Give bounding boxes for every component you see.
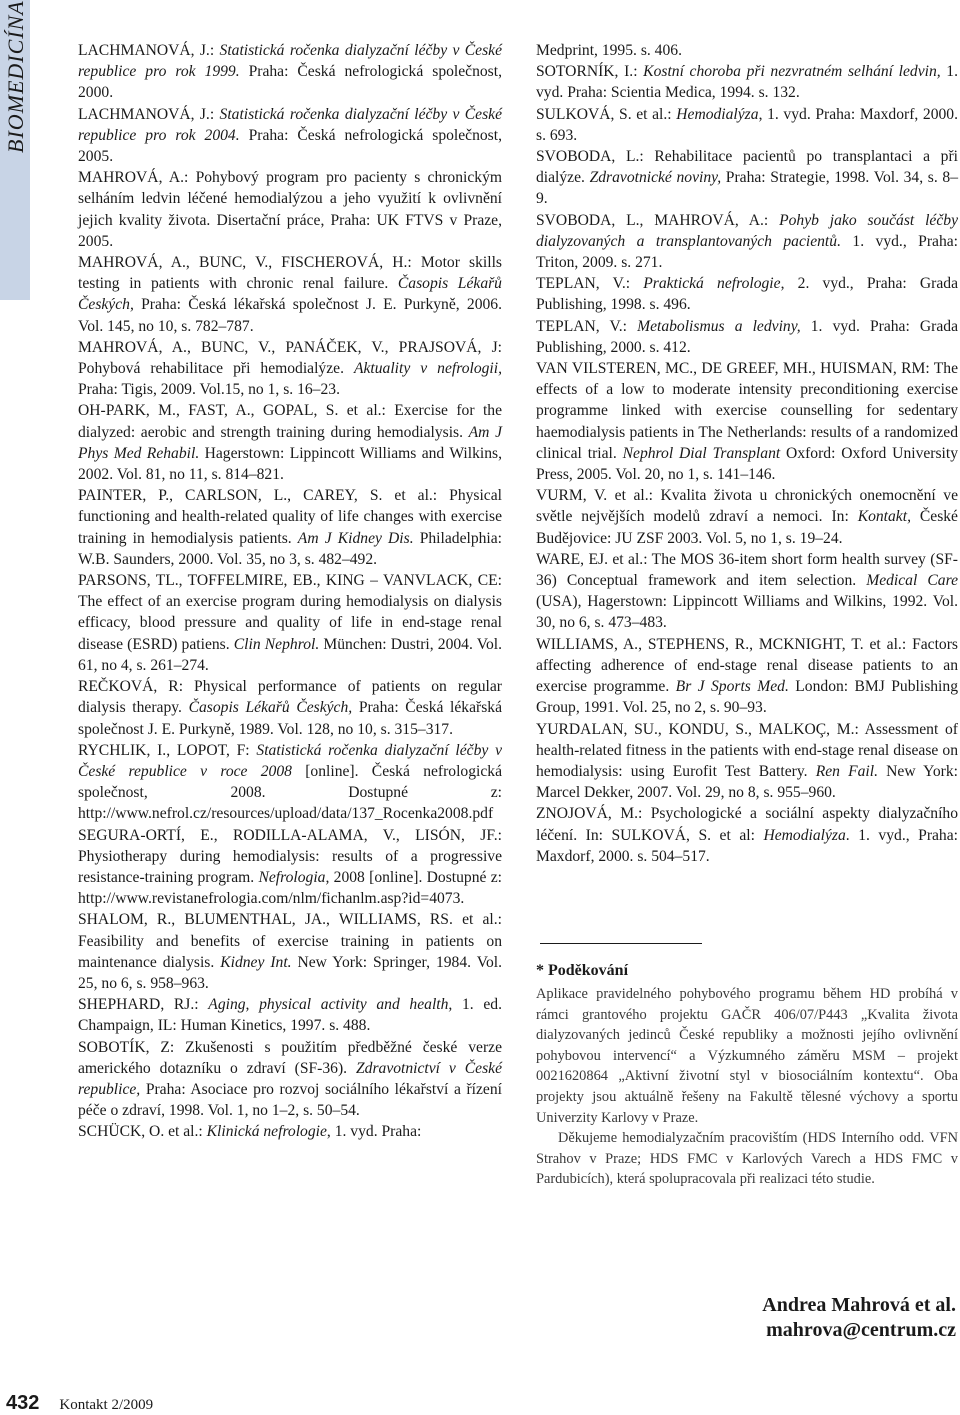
reference-text: SEGURA-ORTÍ, E., RODILLA-ALAMA, V., LISÓN, JF.: Physiotherapy during hemodialysis: results of a progressive resistance-training program. [78, 826, 502, 886]
reference-title: Klinická nefrologie [206, 1123, 327, 1141]
reference-text: YURDALAN, SU., KONDU, S., MALKOÇ, M.: Assessment of health-related fitness in the patients with end-stage renal disease on hemodialysis: using Eurofit Test Battery. [536, 720, 958, 780]
reference-entry [536, 273, 958, 315]
reference-text: Oxford: Oxford University Press, 2005. Vol. 20, no 1, s. 141–146. [536, 444, 959, 484]
reference-text: Praha: Česká nefrologická společnost, 2000. [78, 63, 502, 102]
reference-title: Zdravotnické noviny, [589, 169, 722, 187]
reference-text: New York: Marcel Dekker, 2007. Vol. 29, no 8, s. 955–960. [536, 762, 959, 802]
reference-text: Praha: Česká nefrologická společnost, 2005. [78, 126, 502, 166]
reference-entry [536, 61, 958, 103]
reference-text: REČKOVÁ, R: Physical performance of patients on regular dialysis therapy. [78, 678, 502, 717]
section-sidebar [0, 0, 30, 300]
reference-entry [78, 994, 502, 1036]
reference-entry [78, 740, 502, 825]
reference-text: SOBOTÍK, Z: Zkušenosti s použitím předběžné české verze amerického dotazníku o zdraví (SF-36). [78, 1038, 502, 1077]
reference-entry [78, 400, 502, 485]
reference-text: , 2. vyd., Praha: Grada Publishing, 1998. s. 496. [536, 275, 958, 314]
reference-title: Hemodialýza [763, 826, 846, 844]
reference-text: London: BMJ Publishing Group, 1991. Vol. 25, no 2, s. 90–93. [536, 678, 958, 717]
reference-entry [78, 825, 502, 910]
reference-entry [536, 485, 958, 549]
reference-text: SHALOM, R., BLUMENTHAL, JA., WILLIAMS, RS. et al.: Feasibility and benefits of exercise training in patients on maintenance dialysis. [78, 911, 502, 971]
reference-text: MAHROVÁ, A., BUNC, V., FISCHEROVÁ, H.: Motor skills testing in patients with chronic renal failure. [78, 254, 502, 293]
reference-title: Zdravotnictví v České republice, [78, 1059, 502, 1098]
reference-title: Hemodialýza [676, 105, 759, 123]
reference-title: Am J Kidney Dis. [297, 529, 414, 547]
reference-entry [78, 252, 502, 337]
reference-title: Medical Care [866, 572, 958, 590]
reference-text: VURM, V. et al.: Kvalita života u chronických onemocnění ve světle nejvějších modelů zdraví a nemoci. In: [536, 487, 958, 526]
footnote-divider [540, 943, 702, 944]
reference-text: München: Dustri, 2004. Vol. 61, no 4, s. 261–274. [78, 635, 502, 674]
reference-title: Statistická ročenka dialyzační léčby v České republice pro rok 2004. [78, 105, 502, 144]
reference-text: SCHÜCK, O. et al.: [78, 1123, 207, 1141]
reference-text: . 1. vyd., Praha: Maxdorf, 2000. s. 504–517. [536, 826, 958, 865]
reference-text: Medprint, 1995. s. 406. [536, 42, 682, 59]
references-left-column [78, 40, 502, 1143]
acknowledgement-paragraph: Aplikace pravidelného pohybového programu během HD probíhá v rámci grantového projektu GAČR 406/07/P443 „Kvalita života dialyzovaných jedinců České republiky a možnosti jejího ovlivnění pohybovou intervencí“ a Výzkumného záměru MSM – projekt 0021620864 „Aktivní životní styl v biosociálním kontextu“. Oba projekty jsou aktuálně řešeny na Fakultě tělesné výchovy a sportu Univerzity Karlovy v Praze. [536, 986, 958, 1126]
reference-entry [78, 909, 502, 994]
reference-text: SOTORNÍK, I.: [536, 63, 644, 81]
reference-entry [536, 549, 958, 634]
reference-text: RYCHLIK, I., LOPOT, F: [78, 741, 257, 759]
section-label: BIOMEDICÍNA [3, 0, 28, 153]
reference-text: 1. vyd. Praha: Scientia Medica, 1994. s. 132. [536, 63, 958, 102]
reference-title: Br J Sports Med. [675, 678, 789, 696]
author-email: mahrova@centrum.cz [766, 1319, 956, 1341]
reference-title: Statistická ročenka dialyzační léčby v České republice v roce 2008 [78, 741, 502, 780]
reference-title: Ren Fail. [815, 762, 878, 780]
reference-text: PARSONS, TL., TOFFELMIRE, EB., KING – VANVLACK, CE: The effect of an exercise program during hemodialysis on dialysis efficacy, blood pressure and quality of life in end-stage renal disease (ESRD) patiens. [78, 572, 502, 653]
reference-text: SHEPHARD, RJ.: [78, 996, 209, 1014]
acknowledgement [536, 962, 958, 1190]
references-right-column [536, 40, 958, 867]
reference-text: WARE, EJ. et al.: The MOS 36-item short form health survey (SF-36) Conceptual framework and item selection. [536, 550, 958, 590]
reference-text: , 1. vyd. Praha: Maxdorf, 2000. s. 693. [536, 105, 959, 144]
reference-text: SVOBODA, L., MAHROVÁ, A.: [536, 211, 780, 229]
reference-text: ZNOJOVÁ, M.: Psychologické a sociální aspekty dialyzačního léčení. In: SULKOVÁ, S. et al: [536, 805, 958, 844]
reference-text: 1. ed. Champaign, IL: Human Kinetics, 1997. s. 488. [78, 996, 502, 1035]
reference-title: Pohyb jako součást léčby dialyzovaných a transplantovaných pacientů. [536, 211, 958, 250]
reference-entry [536, 316, 958, 358]
reference-title: Kontakt, [857, 508, 911, 526]
reference-title: Statistická ročenka dialyzační léčby v České republice pro rok 1999. [78, 42, 502, 81]
reference-text: New York: Springer, 1984. Vol. 25, no 6, s. 958–963. [78, 953, 502, 992]
reference-entry [536, 803, 958, 867]
reference-text: SVOBODA, L.: Rehabilitace pacientů po transplantaci a při dialýze. [536, 148, 958, 187]
reference-text: SULKOVÁ, S. et al.: [536, 105, 677, 123]
reference-text: Praha: Asociace pro rozvoj sociálního lékařství a řízení péče o zdraví, 1998. Vol. 1, no 1–2, s. 50–54. [78, 1080, 502, 1120]
reference-text: [online]. Česká nefrologická společnost, 2008. Dostupné z: http://www.nefrol.cz/resources/upload/data/137_Rocenka2008.pdf [78, 762, 502, 823]
reference-text: WILLIAMS, A., STEPHENS, R., MCKNIGHT, T. et al.: Factors affecting adherence of end-stage renal disease patients to an exercise programme. [536, 635, 958, 696]
page-number: 432 [6, 1392, 40, 1414]
reference-entry [78, 104, 502, 168]
reference-title: Kidney Int. [220, 953, 292, 971]
reference-entry [536, 358, 958, 485]
reference-text: Hagerstown: Lippincott Williams and Wilkins, 2002. Vol. 81, no 11, s. 814–821. [78, 444, 502, 484]
reference-entry [536, 40, 958, 61]
reference-entry [78, 167, 502, 252]
reference-title: Časopis Lékařů Českých, [78, 275, 502, 314]
reference-entry [78, 1121, 502, 1142]
reference-text: LACHMANOVÁ, J.: [78, 105, 220, 123]
reference-entry [536, 104, 958, 146]
reference-text: TEPLAN, V.: [536, 317, 638, 335]
reference-text: PAINTER, P., CARLSON, L., CAREY, S. et al.: Physical functioning and health-related quality of life changes with exercise training in hemodialysis patients. [78, 487, 502, 547]
reference-text: Praha: Česká lékařská společnost J. E. Purkyně, 1989. Vol. 128, no 10, s. 315–317. [78, 699, 503, 738]
reference-text: Philadelphia: W.B. Saunders, 2000. Vol. 35, no 3, s. 482–492. [78, 529, 502, 568]
reference-title: Nephrol Dial Transplant [622, 444, 781, 462]
acknowledgement-title: * Poděkování [536, 962, 629, 979]
reference-entry [536, 210, 958, 274]
reference-entry [536, 719, 958, 804]
reference-text: Praha: Strategie, 1998. Vol. 34, s. 8–9. [536, 169, 958, 208]
page-footer [6, 1392, 153, 1415]
journal-issue: Kontakt 2/2009 [59, 1397, 154, 1413]
reference-entry [78, 40, 502, 104]
reference-text: TEPLAN, V.: [536, 275, 644, 293]
reference-entry [78, 337, 502, 401]
reference-text: MAHROVÁ, A.: Pohybový program pro pacienty s chronickým selháním ledvin léčené hemodialýzou a jeho využití k ovlivnění jejich kvality života. Disertační práce, Praha: UK FTVS v Praze, 2005. [78, 169, 502, 250]
reference-title: Aktuality v nefrologii, [353, 360, 502, 378]
reference-entry [78, 676, 502, 740]
reference-text: České Budějovice: JU ZSF 2003. Vol. 5, no 1, s. 19–24. [536, 508, 958, 547]
reference-title: Praktická nefrologie [643, 275, 781, 293]
reference-text: 2008 [online]. Dostupné z: http://www.revistanefrologia.com/nlm/fichanlm.asp?id=4073. [78, 868, 502, 908]
reference-entry [78, 485, 502, 570]
reference-title: Aging, physical activity and health, [208, 996, 453, 1014]
reference-text: Praha: Tigis, 2009. Vol.15, no 1, s. 16–23. [78, 381, 340, 399]
reference-text: VAN VILSTEREN, MC., DE GREEF, MH., HUISMAN, RM: The effects of a low to moderate intensity preconditioning exercise programme linked with exercise counselling for sedentary haemodialysis patients in The Netherlands: results of a randomized clinical trial. [536, 360, 958, 462]
author-name: Andrea Mahrová et al. [762, 1294, 956, 1316]
reference-text: , 1. vyd. Praha: [326, 1123, 422, 1141]
reference-entry [536, 634, 958, 719]
author-block [762, 1293, 956, 1343]
reference-title: Nefrologia, [258, 868, 330, 886]
reference-entry [78, 570, 502, 676]
reference-entry [78, 1037, 502, 1122]
acknowledgement-paragraph: Děkujeme hemodialyzačním pracovištím (HDS Interního odd. VFN Strahov v Praze; HDS FMC v Karlových Varech a HDS FMC v Pardubicích), která spolupracovala při realizaci této studie. [536, 1130, 958, 1188]
reference-entry [536, 146, 958, 210]
reference-text: OH-PARK, M., FAST, A., GOPAL, S. et al.: Exercise for the dialyzed: aerobic and strength training during hemodialysis. [78, 402, 502, 441]
reference-title: Am J Phys Med Rehabil. [78, 423, 503, 462]
reference-text: (USA), Hagerstown: Lippincott Williams and Wilkins, 1992. Vol. 30, no 6, s. 473–483. [536, 593, 958, 632]
reference-text: 1. vyd. Praha: Grada Publishing, 2000. s. 412. [536, 317, 958, 356]
reference-text: 1. vyd., Praha: Triton, 2009. s. 271. [536, 232, 958, 272]
reference-title: Clin Nephrol. [233, 635, 320, 653]
reference-title: Kostní choroba při nezvratném selhání ledvin, [643, 63, 941, 81]
reference-title: Metabolismus a ledviny, [637, 317, 801, 335]
reference-title: Časopis Lékařů Českých, [188, 699, 353, 717]
reference-text: LACHMANOVÁ, J.: [78, 42, 220, 59]
reference-text: MAHROVÁ, A., BUNC, V., PANÁČEK, V., PRAJSOVÁ, J: Pohybová rehabilitace při hemodialýze. [78, 338, 502, 378]
reference-text: Praha: Česká lékařská společnost J. E. Purkyně, 2006. Vol. 145, no 10, s. 782–787. [78, 296, 502, 335]
